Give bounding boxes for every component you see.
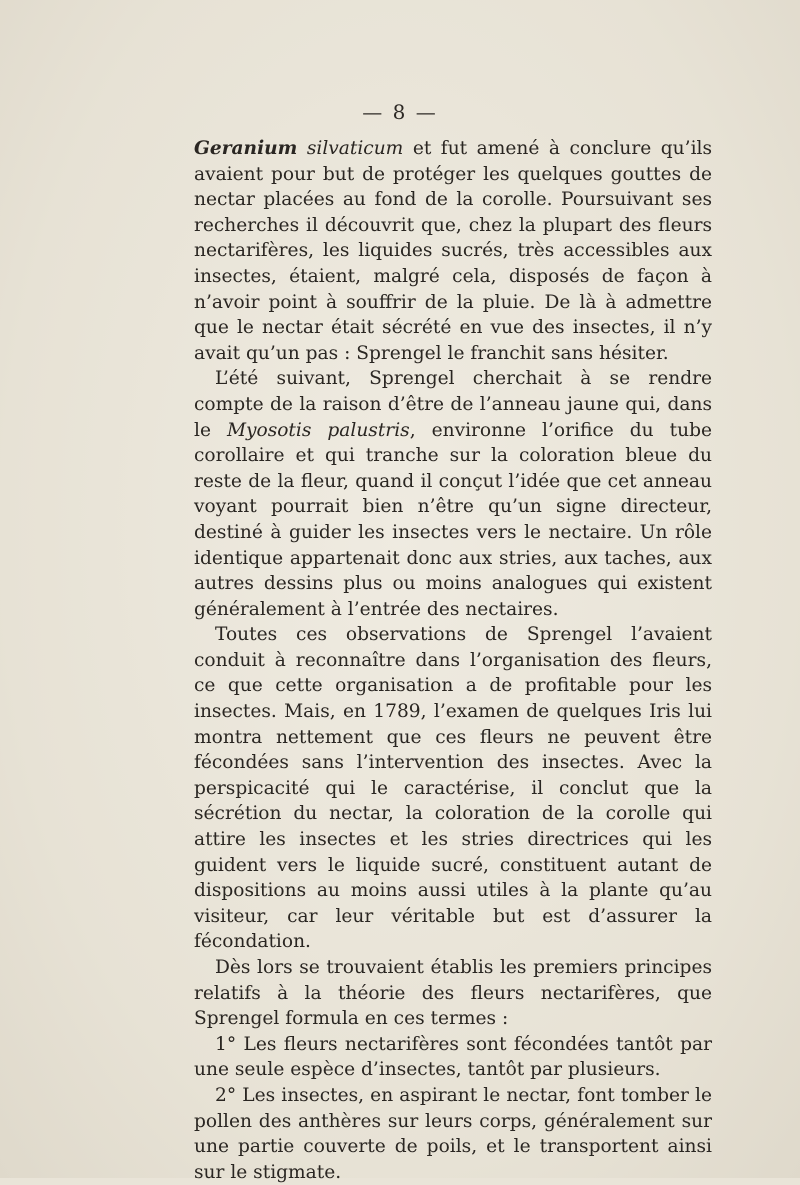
paragraph-1-lead-species: silvaticum xyxy=(297,138,404,159)
paragraph-3 xyxy=(194,622,712,955)
paragraph-4-text: Dès lors se trouvaient établis les premiers principes relatifs à la théorie des fleurs nectarifères, que Sprengel formula en ces termes : xyxy=(194,957,712,1030)
paragraph-2-species: Myosotis palustris xyxy=(226,419,410,441)
paragraph-6-text: 2° Les insectes, en aspirant le nectar, font tomber le pollen des anthères sur leurs corps, généralement sur une partie couverte de poils, et le transportent ainsi sur le stigmate. xyxy=(194,1084,712,1183)
paragraph-4 xyxy=(194,955,712,1032)
paragraph-2 xyxy=(194,366,712,622)
paragraph-6 xyxy=(194,1083,712,1185)
paragraph-3-text: Toutes ces observations de Sprengel l’avaient conduit à reconnaître dans l’organisation des fleurs, ce que cette organisation a de profitable pour les insectes. Mais, en 1789, l’examen de quelques Iris lui montra nettement que ces fleurs ne peuvent être fécondées sans l’intervention des insectes. Avec la perspicacité qui le caractérise, il conclut que la sécrétion du nectar, la coloration de la corolle qui attire les insectes et les stries directrices qui les guident vers le liquide sucré, constituent autant de dispositions au moins aussi utiles à la plante qu’au visiteur, car leur véritable but est d’assurer la fécondation. xyxy=(194,624,712,953)
paragraph-1 xyxy=(194,136,712,366)
paragraph-5 xyxy=(194,1032,712,1083)
paragraph-1-lead: Geranium xyxy=(194,138,298,159)
paragraph-1-text: et fut amené à conclure qu’ils avaient pour but de protéger les quelques gouttes de nectar placées au fond de la corolle. Poursuivant ses recherches il découvrit que, chez la plupart des fleurs nectarifères, les liquides sucrés, très accessibles aux insectes, étaient, malgré cela, disposés de façon à n’avoir point à souffrir de la pluie. De là à admettre que le nectar était sécrété en vue des insectes, il n’y avait qu’un pas : Sprengel le franchit sans hésiter. xyxy=(194,138,713,364)
paragraph-5-text: 1° Les fleurs nectarifères sont fécondées tantôt par une seule espèce d’insectes, tantôt par plusieurs. xyxy=(194,1033,712,1081)
paragraph-2-before: L’été suivant, Sprengel cherchait à se rendre compte de la raison d’être de l’anneau jaune qui, dans le xyxy=(194,368,712,441)
paragraph-2-after: , environne l’orifice du tube corollaire et qui tranche sur la coloration bleue du reste de la fleur, quand il conçut l’idée que cet anneau voyant pourrait bien n’être qu’un signe directeur, destiné à guider les insectes vers le nectaire. Un rôle identique appartenait donc aux stries, aux taches, aux autres dessins plus ou moins analogues qui existent généralement à l’entrée des nectaires. xyxy=(194,419,712,620)
page-number: — 8 — xyxy=(362,100,438,124)
body-text xyxy=(194,136,712,1185)
